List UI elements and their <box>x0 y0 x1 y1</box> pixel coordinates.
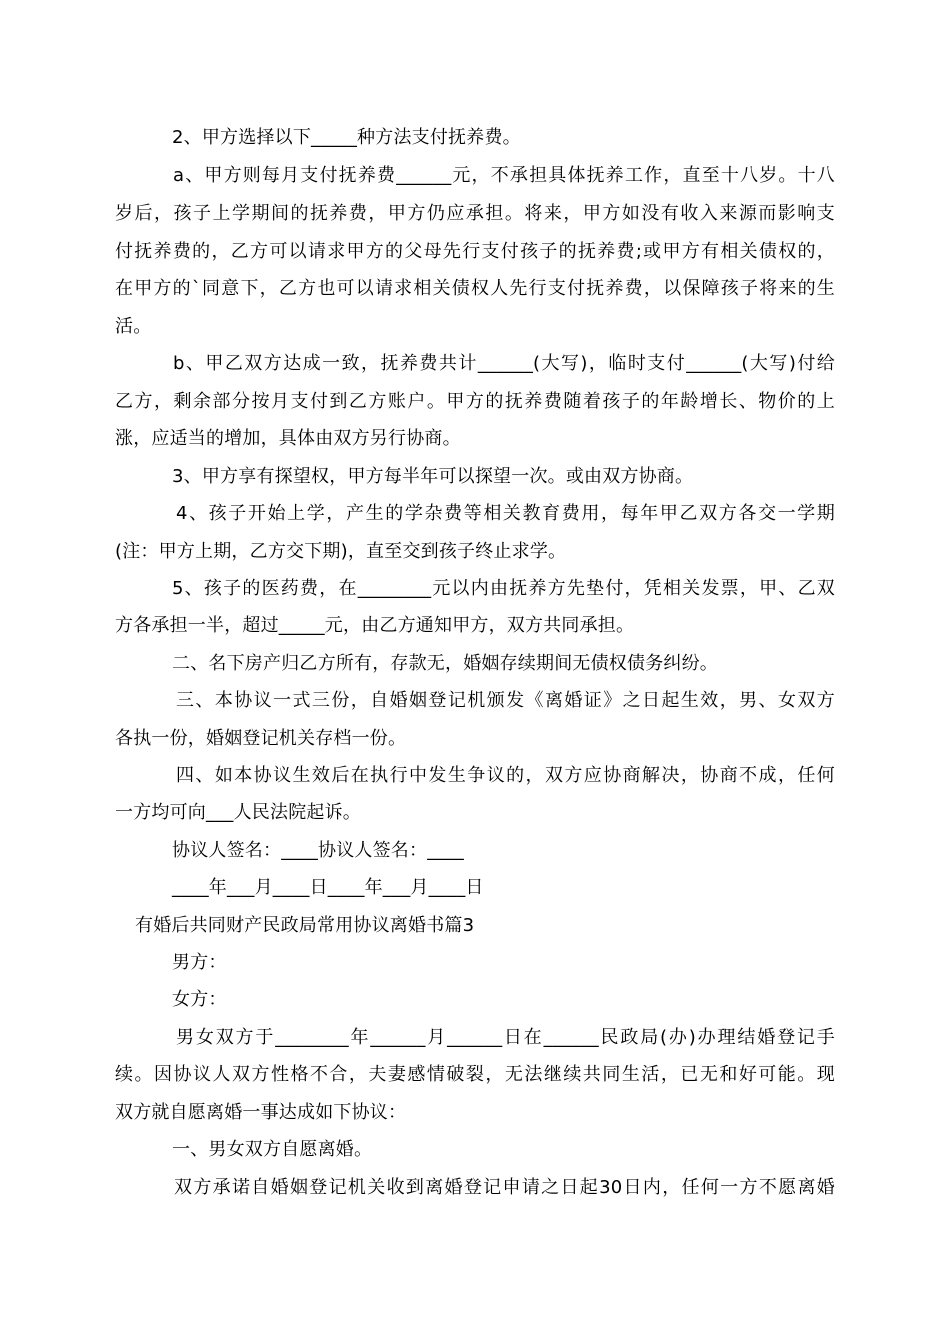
paragraph-line: 续。因协议人双方性格不合，夫妻感情破裂，无法继续共同生活，已无和好可能。现 <box>115 1064 835 1085</box>
paragraph-line: 4、孩子开始上学，产生的学杂费等相关教育费用，每年甲乙双方各交一学期 <box>176 503 835 524</box>
paragraph-line: 活。 <box>115 316 152 337</box>
paragraph-line: 一、男女双方自愿离婚。 <box>172 1139 373 1160</box>
paragraph-line: 付抚养费的，乙方可以请求甲方的父母先行支付孩子的抚养费;或甲方有相关债权的， <box>115 241 835 262</box>
paragraph-line: (注：甲方上期，乙方交下期)，直至交到孩子终止求学。 <box>115 541 567 562</box>
paragraph-line: 涨，应适当的增加，具体由双方另行协商。 <box>115 428 461 449</box>
paragraph-line: a、甲方则每月支付抚养费______元，不承担具体抚养工作，直至十八岁。十八 <box>173 165 835 186</box>
paragraph-line: 一方均可向___人民法院起诉。 <box>115 802 361 823</box>
paragraph-line: 二、名下房产归乙方所有，存款无，婚姻存续期间无债权债务纠纷。 <box>172 653 718 674</box>
paragraph-line: 各执一份，婚姻登记机关存档一份。 <box>115 728 407 749</box>
paragraph-line: 方各承担一半，超过_____元，由乙方通知甲方，双方共同承担。 <box>115 615 635 636</box>
paragraph-line: 男女双方于________年______月______日在______民政局(办)办理结婚登记手 <box>176 1027 835 1048</box>
paragraph-line: 岁后，孩子上学期间的抚养费，甲方仍应承担。将来，甲方如没有收入来源而影响支 <box>115 203 835 224</box>
paragraph-line: 双方就自愿离婚一事达成如下协议： <box>115 1102 407 1123</box>
section-title: 有婚后共同财产民政局常用协议离婚书篇3 <box>135 915 475 936</box>
party-male-label: 男方： <box>172 952 227 973</box>
signature-line: 协议人签名：____协议人签名：____ <box>172 840 464 861</box>
paragraph-line: 2、甲方选择以下_____种方法支付抚养费。 <box>172 127 521 148</box>
date-line: ____年___月____日____年___月____日 <box>172 877 484 898</box>
paragraph-line: b、甲乙双方达成一致，抚养费共计______(大写)，临时支付______(大写)付给 <box>173 353 835 374</box>
party-female-label: 女方： <box>172 989 227 1010</box>
paragraph-line: 乙方，剩余部分按月支付到乙方账户。甲方的抚养费随着孩子的年龄增长、物价的上 <box>115 391 835 412</box>
paragraph-line: 3、甲方享有探望权，甲方每半年可以探望一次。或由双方协商。 <box>172 466 694 487</box>
paragraph-line: 四、如本协议生效后在执行中发生争议的，双方应协商解决，协商不成，任何 <box>176 765 835 786</box>
paragraph-line: 5、孩子的医药费，在________元以内由抚养方先垫付，凭相关发票，甲、乙双 <box>172 578 835 599</box>
paragraph-line: 三、本协议一式三份，自婚姻登记机颁发《离婚证》之日起生效，男、女双方 <box>176 690 835 711</box>
paragraph-line: 在甲方的`同意下，乙方也可以请求相关债权人先行支付抚养费，以保障孩子将来的生 <box>115 278 835 299</box>
paragraph-line: 双方承诺自婚姻登记机关收到离婚登记申请之日起30日内，任何一方不愿离婚 <box>174 1177 835 1198</box>
